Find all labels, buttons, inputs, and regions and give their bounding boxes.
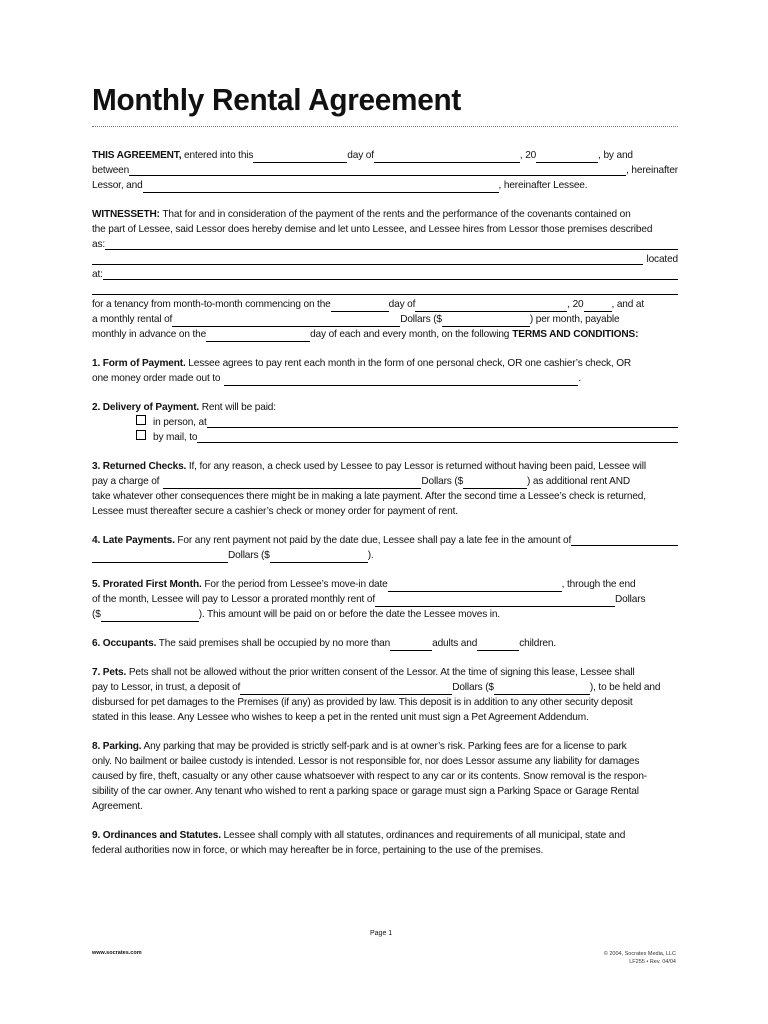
children-count-field[interactable] [477,639,519,651]
agreement-year-field[interactable] [536,151,598,163]
terms-heading: TERMS AND CONDITIONS: [512,329,639,340]
witness-line-8: a monthly rental of Dollars ($ ) per month, payable [92,314,620,325]
lessor-name-field[interactable] [129,164,626,176]
section-3-line-2: pay a charge of Dollars ($ ) as additional rent AND [92,476,631,487]
in-person-checkbox[interactable] [136,415,146,425]
section-4-line-1: 4. Late Payments. For any rent payment not paid by the date due, Lessee shall pay a late fee in the amount of [92,533,678,548]
pet-deposit-amount-field[interactable] [494,683,590,695]
adults-count-field[interactable] [390,639,432,651]
section-4-line-2: Dollars ($ ). [92,548,678,563]
commencing-year-field[interactable] [584,300,612,312]
move-in-date-field[interactable] [388,580,562,592]
witness-line-6 [92,282,678,297]
section-6-line-1: 6. Occupants. The said premises shall be occupied by no more than adults and children. [92,638,557,649]
witness-line-9: monthly in advance on the day of each and every month, on the following TERMS AND CONDITIONS: [92,329,639,340]
witness-line-7: for a tenancy from month-to-month commencing on the day of , 20 , and at [92,299,644,310]
witness-line-4: located [92,252,678,267]
commencing-month-field[interactable] [415,300,567,312]
delivery-in-person-row: in person, at [92,415,678,430]
page-number: Page 1 [370,930,393,937]
section-2-line-1: 2. Delivery of Payment. Rent will be paid: [92,402,276,413]
monthly-rent-words-field[interactable] [172,315,400,327]
section-1-line-2: one money order made out to . [92,373,582,384]
intro-label: THIS AGREEMENT, [92,150,182,161]
returned-check-charge-amount-field[interactable] [463,477,527,489]
agreement-body: THIS AGREEMENT, entered into this day of , 20 , by and between , hereinafter Lessor, and , hereinafter Lessee. WITNESSETH: That for and in consideration of the payment of the rents and the performance of the covenants contained on the part of Lessee, said Lessor does hereby demise and let unto Lessee, and Lessee hires from Lessor those premises described as: located at: for a tenancy from month-to-month commencing on the day of , 20 , and at a monthly rental of Dollars ($ ) per month, payable monthly in advance on the day of each and every month, on the following TERMS AND CONDITIONS: 1. Form of Payment. Lessee agrees to pay rent each month in the form of one personal check, OR one cashier’s check, OR one money order made out to . 2. Delivery of Payment. Rent will be paid: in person, at by mail, to 3. Returned Checks. If, for any reason, a check used by Lessee to pay Lessor is returned without having been paid, Lessee will pay a charge of Dollars ($ ) as additional rent AND take whatever other consequences there might be in making a late payment. After the second time a Lessee’s check is returned, Lessee must thereafter secure a cashier’s check or money order for payment of rent. 4. Late Payments. For any rent payment not paid by the date due, Lessee shall pay a late fee in the amount of Dollars ($ ). 5. Prorated First Month. For the period from Lessee’s move-in date , through the end of the month, Lessee will pay to Lessor a prorated monthly rent of Dollars ($ ). This amount will be paid on or before the date the Lessee moves in. 6. Occupants. The said premises shall be occupied by no more than adults and children. 7. Pets. Pets shall not be allowed without the prior written consent of the Lessor. At the time of signing this lease, Lessee shall pay to Lessor, in trust, a deposit of Dollars ($ ), to be held and disbursed for pet damages to the Premises (if any) as provided by law. This deposit is in addition to any other security deposit stated in this lease. Any Lessee who wishes to keep a pet in the rented unit must sign a Pet Agreement Addendum. 8. Parking. Any parking that may be provided is strictly self-park and is at owner’s risk. Parking fees are for a license to park only. No bailment or bailee custody is intended. Lessor is not responsible for, nor does Lessor assume any liability for damages caused by fire, theft, casualty or any other cause whatsoever with respect to any car or its contents. Snow removal is the respon- sibility of the car owner. Any tenant who wished to rent a parking space or garage must sign a Parking Space or Garage Rental Agreement. 9. Ordinances and Statutes. Lessee shall comply with all statutes, ordinances and requirements of all municipal, state and federal authorities now in force, or which may hereafter be in force, pertaining to the use of the premises. [92,150,678,856]
footer-url: www.socrates.com [92,950,142,956]
by-mail-address-field[interactable] [197,431,678,443]
section-3-line-1: 3. Returned Checks. If, for any reason, a check used by Lessee to pay Lessor is returned without having been paid, Lessee will [92,461,646,472]
intro-line-3: Lessor, and , hereinafter Lessee. [92,180,588,191]
section-1-heading: 1. Form of Payment. [92,358,186,369]
section-8-heading: 8. Parking. [92,741,142,752]
document-page [92,0,678,1024]
late-fee-words-field[interactable] [571,534,678,546]
late-fee-amount-field[interactable] [270,551,368,563]
section-6-heading: 6. Occupants. [92,638,157,649]
agreement-month-field[interactable] [374,151,520,163]
late-fee-words-field-2[interactable] [92,551,228,563]
monthly-rent-amount-field[interactable] [442,315,530,327]
lessee-name-field[interactable] [143,181,499,193]
commencing-day-field[interactable] [331,300,389,312]
title-divider [92,126,678,127]
agreement-day-field[interactable] [253,151,347,163]
section-9-heading: 9. Ordinances and Statutes. [92,830,221,841]
intro-line-2: between , hereinafter [92,165,678,176]
in-person-address-field[interactable] [207,416,678,428]
section-5-line-2: of the month, Lessee will pay to Lessor a prorated monthly rent of Dollars [92,594,646,605]
section-7-line-2: pay to Lessor, in trust, a deposit of Dollars ($ ), to be held and [92,682,661,693]
section-2-heading: 2. Delivery of Payment. [92,402,200,413]
payee-field[interactable] [224,374,578,386]
witness-line-1: WITNESSETH: That for and in consideration of the payment of the rents and the performance of the covenants contained on [92,209,631,220]
section-4-heading: 4. Late Payments. [92,535,175,546]
returned-check-charge-words-field[interactable] [163,477,421,489]
prorated-rent-amount-field[interactable] [101,610,199,622]
section-1-line-1: 1. Form of Payment. Lessee agrees to pay rent each month in the form of one personal check, OR one cashier’s check, OR [92,358,632,369]
premises-address-field[interactable] [103,268,678,280]
intro-line-1: THIS AGREEMENT, entered into this day of , 20 , by and [92,150,633,161]
premises-address-field-2[interactable] [92,283,678,295]
premises-description-field[interactable] [105,238,678,250]
section-5-line-1: 5. Prorated First Month. For the period from Lessee’s move-in date , through the end [92,579,636,590]
by-mail-checkbox[interactable] [136,430,146,440]
prorated-rent-words-field[interactable] [375,595,615,607]
pet-deposit-words-field[interactable] [240,683,452,695]
footer-copyright: © 2004, Socrates Media, LLC LF255 • Rev. 04/04 [603,951,676,965]
witness-line-2: the part of Lessee, said Lessor does hereby demise and let unto Lessee, and Lessee hires from Lessor those premises described [92,224,653,235]
witness-line-3: as: [92,237,678,252]
section-5-line-3: ($ ). This amount will be paid on or before the date the Lessee moves in. [92,609,500,620]
due-day-field[interactable] [206,330,310,342]
document-title: Monthly Rental Agreement [92,82,461,117]
section-8-line-1: 8. Parking. Any parking that may be provided is strictly self-park and is at owner’s risk. Parking fees are for a license to park [92,741,627,752]
delivery-by-mail-row: by mail, to [92,430,678,445]
section-9-line-1: 9. Ordinances and Statutes. Lessee shall comply with all statutes, ordinances and requirements of all municipal, state and [92,830,626,841]
premises-description-field-2[interactable] [92,253,643,265]
section-7-heading: 7. Pets. [92,667,127,678]
witness-line-5: at: [92,267,678,282]
section-7-line-1: 7. Pets. Pets shall not be allowed without the prior written consent of the Lessor. At the time of signing this lease, Lessee shall [92,667,635,678]
section-3-heading: 3. Returned Checks. [92,461,187,472]
section-5-heading: 5. Prorated First Month. [92,579,202,590]
